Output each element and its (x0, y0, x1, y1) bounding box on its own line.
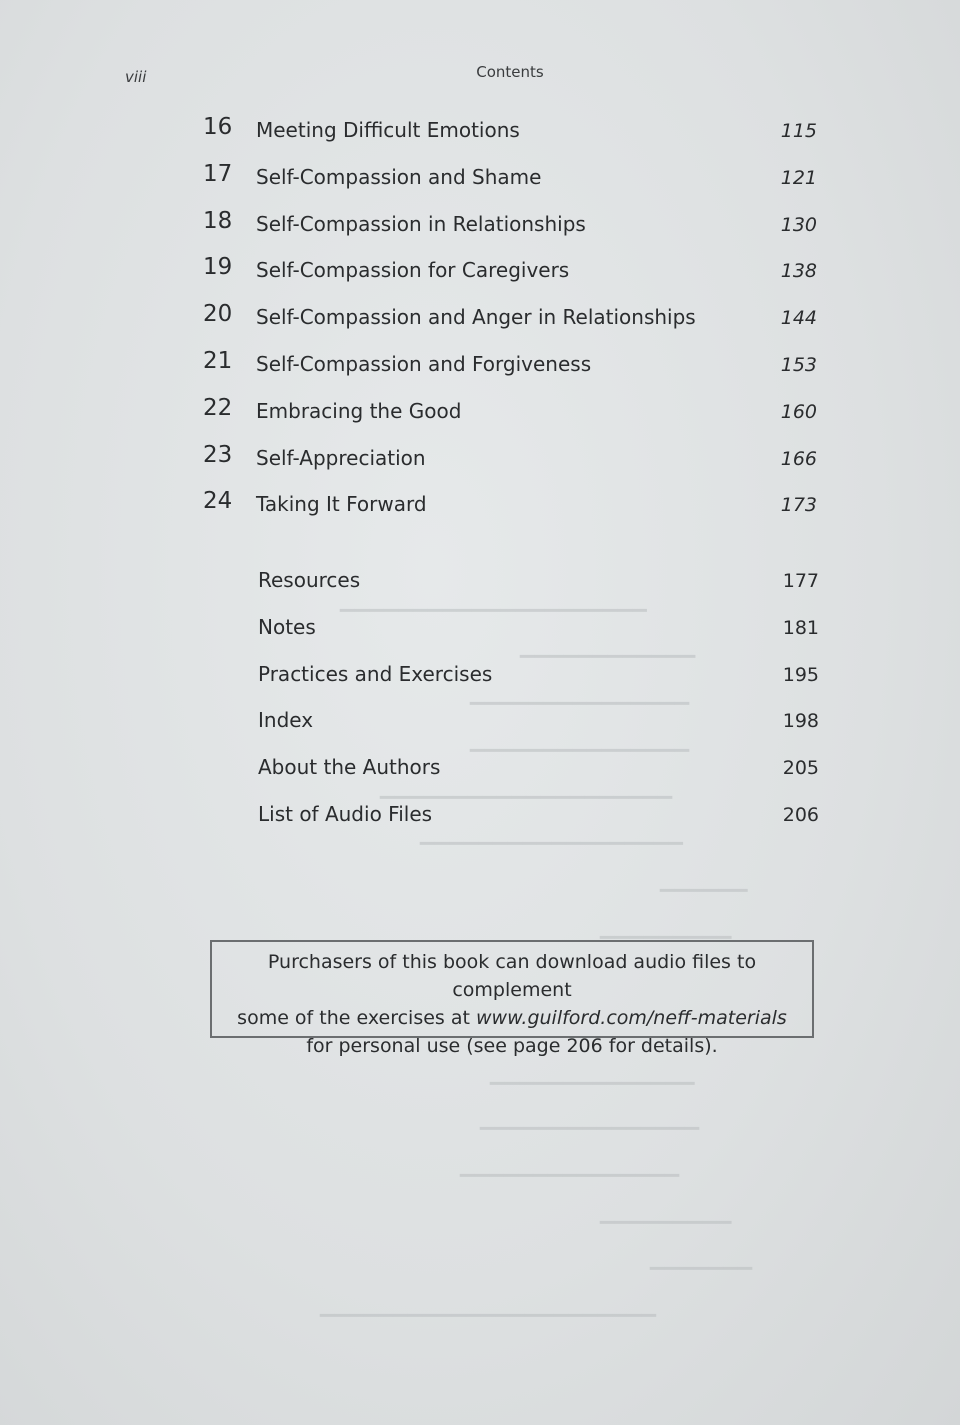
toc-entry[interactable] (0, 442, 960, 489)
toc-entry[interactable] (0, 488, 960, 535)
chapter-title: Self-Compassion for Caregivers (256, 258, 570, 283)
toc-entry-audio-files[interactable] (0, 798, 960, 845)
chapter-page: 173 (780, 494, 817, 517)
show-through-text: ▁▁▁▁▁▁▁▁▁▁▁▁ (520, 636, 696, 658)
chapter-title: Self-Compassion and Forgiveness (256, 351, 592, 376)
chapter-title: Self-Compassion in Relationships (256, 211, 586, 236)
notice-line-2 (212, 1004, 812, 1032)
show-through-text: ▁▁▁▁▁▁▁▁▁▁▁▁▁▁▁ (480, 1108, 700, 1130)
chapter-page: 166 (780, 447, 817, 470)
toc-entry[interactable] (0, 208, 960, 255)
chapter-page: 160 (780, 400, 817, 423)
audio-download-notice (210, 940, 814, 1057)
toc-entry[interactable] (0, 254, 960, 301)
section-page: 198 (782, 710, 819, 733)
chapter-number: 18 (203, 207, 233, 234)
section-page: 205 (782, 757, 819, 780)
section-page: 206 (782, 803, 819, 826)
toc-entry-resources[interactable] (0, 564, 960, 611)
chapter-title: Taking It Forward (256, 492, 427, 517)
backmatter-list (0, 564, 960, 845)
toc-entry[interactable] (0, 301, 960, 348)
section-page: 177 (782, 570, 819, 592)
toc-entry[interactable] (0, 161, 960, 208)
toc-entry[interactable] (0, 348, 960, 395)
show-through-text: ▁▁▁▁▁▁▁▁▁▁▁▁▁▁▁▁▁▁▁▁ (380, 777, 673, 799)
chapter-number: 23 (203, 441, 233, 468)
toc-entry-notes[interactable] (0, 611, 960, 658)
show-through-text: ▁▁▁▁▁▁▁▁▁▁▁▁▁▁▁ (470, 730, 690, 752)
show-through-text: ▁▁▁▁▁▁▁▁▁▁▁▁▁▁▁ (470, 683, 690, 705)
toc-entry[interactable] (0, 114, 960, 161)
show-through-text: ▁▁▁▁▁▁▁▁▁▁▁▁▁▁▁▁▁▁▁▁▁▁▁ (320, 1295, 657, 1317)
toc-entry-practices[interactable] (0, 658, 960, 705)
chapter-page: 153 (780, 353, 817, 376)
chapter-page: 130 (780, 213, 817, 236)
section-title: List of Audio Files (258, 801, 433, 826)
show-through-text: ▁▁▁▁▁▁▁▁▁▁▁▁▁▁ (490, 1063, 695, 1085)
section-title: About the Authors (258, 755, 441, 780)
show-through-text: ▁▁▁▁▁▁▁▁▁▁▁▁▁▁▁ (460, 1155, 680, 1177)
chapter-page: 144 (780, 307, 817, 330)
notice-line-3: for personal use (see page 206 for details). (306, 1035, 718, 1057)
chapter-number: 17 (203, 160, 233, 187)
chapter-number: 19 (203, 254, 233, 281)
show-through-text: ▁▁▁▁▁▁▁▁▁ (600, 917, 732, 939)
chapter-number: 21 (203, 347, 233, 374)
chapter-title: Embracing the Good (256, 398, 462, 423)
chapter-page: 115 (780, 120, 817, 142)
show-through-text: ▁▁▁▁▁▁▁▁▁▁▁▁▁▁▁▁▁▁▁▁▁ (340, 590, 647, 612)
chapter-list (0, 114, 960, 535)
show-through-text: ▁▁▁▁▁▁▁ (650, 1248, 753, 1270)
running-head: Contents (476, 63, 544, 81)
chapter-number: 24 (203, 488, 233, 515)
show-through-text: ▁▁▁▁▁▁▁▁▁ (600, 1202, 732, 1224)
chapter-title: Meeting Difficult Emotions (256, 118, 520, 142)
section-title: Notes (258, 614, 316, 639)
show-through-text: ▁▁▁▁▁▁ (660, 870, 748, 892)
toc-entry[interactable] (0, 395, 960, 442)
section-title: Resources (258, 568, 361, 592)
section-page: 195 (782, 663, 819, 686)
chapter-page: 138 (780, 260, 817, 283)
toc-entry-authors[interactable] (0, 751, 960, 798)
section-page: 181 (782, 616, 819, 639)
section-title: Index (258, 708, 314, 733)
notice-line-2-text: some of the exercises at (237, 1007, 476, 1029)
chapter-number: 22 (203, 394, 233, 421)
chapter-title: Self-Appreciation (256, 445, 426, 470)
chapter-page: 121 (780, 166, 817, 189)
chapter-title: Self-Compassion and Shame (256, 164, 542, 189)
chapter-number: 16 (203, 114, 233, 140)
notice-line-1: Purchasers of this book can download audio files to complement (267, 951, 757, 1001)
toc-entry-index[interactable] (0, 704, 960, 751)
chapter-title: Self-Compassion and Anger in Relationships (256, 305, 696, 330)
section-title: Practices and Exercises (258, 661, 493, 686)
chapter-number: 20 (203, 301, 233, 328)
page-number-roman: viii (125, 68, 147, 86)
show-through-text: ▁▁▁▁▁▁▁▁▁▁▁▁▁▁▁▁▁▁ (420, 823, 684, 845)
notice-url[interactable]: www.guilford.com/neff-materials (476, 1007, 787, 1029)
